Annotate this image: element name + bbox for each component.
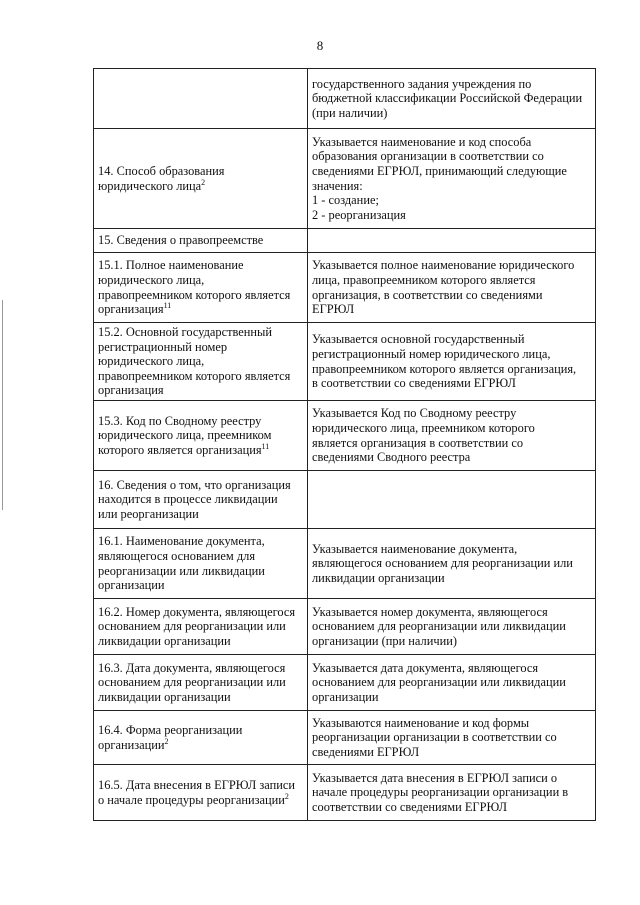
field-name-text: юридического лица, преемником (98, 428, 272, 443)
field-name-text: 16.1. Наименование документа, (98, 534, 265, 549)
field-name-line (98, 383, 303, 398)
field-name-line (98, 340, 303, 355)
field-description-cell (308, 229, 596, 253)
table-row (94, 129, 596, 229)
field-name-line (98, 443, 303, 458)
field-name-text: о начале процедуры реорганизации (98, 792, 285, 807)
field-description-line: Указывается Код по Сводному реестру (312, 406, 517, 421)
field-description-cell (308, 765, 596, 821)
field-name-text: 15. Сведения о правопреемстве (98, 233, 264, 248)
field-description-line: Указывается дата внесения в ЕГРЮЛ записи о (312, 770, 558, 785)
field-name-line (98, 478, 303, 493)
table-row (94, 401, 596, 471)
field-name-line (98, 369, 303, 384)
field-name-line (98, 428, 303, 443)
field-description-line: правопреемником которого является организация, (312, 361, 577, 376)
field-name-text: юридического лица, (98, 354, 205, 369)
requirements-table (93, 68, 596, 821)
table-row (94, 711, 596, 765)
scan-edge-line (2, 300, 3, 510)
field-description-line: реорганизации организации в соответствии со (312, 730, 557, 745)
field-description-line: основанием для реорганизации или ликвидации (312, 675, 566, 690)
field-name-text: основанием для реорганизации или (98, 675, 286, 690)
field-description-line: государственного задания учреждения по (312, 76, 532, 91)
field-description-line: основанием для реорганизации или ликвидации (312, 619, 566, 634)
field-name-text: 16. Сведения о том, что организация (98, 477, 291, 492)
field-name-text: находится в процессе ликвидации (98, 492, 278, 507)
field-description-cell (308, 129, 596, 229)
field-description-line: Указывается основной государственный (312, 332, 525, 347)
field-description-cell (308, 253, 596, 323)
field-description-line: (при наличии) (312, 105, 388, 120)
field-name-text: 14. Способ образования (98, 163, 225, 178)
field-description-line: соответствии со сведениями ЕГРЮЛ (312, 799, 507, 814)
field-name-cell (94, 401, 308, 471)
field-description-line: значения: (312, 178, 363, 193)
field-description-cell (308, 471, 596, 529)
field-name-line (98, 723, 303, 738)
table-row (94, 229, 596, 253)
table-row (94, 471, 596, 529)
field-description-line: сведениями Сводного реестра (312, 450, 471, 465)
field-description-line: 2 - реорганизация (312, 207, 406, 222)
field-description-line: Указываются наименование и код формы (312, 715, 530, 730)
field-name-cell (94, 253, 308, 323)
field-name-text: или реорганизации (98, 506, 199, 521)
field-name-cell (94, 655, 308, 711)
field-name-line (98, 661, 303, 676)
field-description-line: являющегося основанием для реорганизации или (312, 556, 573, 571)
field-description-line: Указывается наименование и код способа (312, 134, 532, 149)
field-name-text: ликвидации организации (98, 689, 231, 704)
field-name-line (98, 634, 303, 649)
field-description-line: регистрационный номер юридического лица, (312, 346, 551, 361)
field-name-text: 15.2. Основной государственный (98, 325, 272, 340)
field-name-line (98, 793, 303, 808)
field-description-cell (308, 323, 596, 401)
field-name-line (98, 564, 303, 579)
footnote-ref: 2 (164, 736, 169, 746)
field-name-text: юридического лица (98, 178, 202, 193)
field-description-line: лица, правопреемником которого является (312, 272, 536, 287)
field-name-text: организации (98, 737, 165, 752)
field-name-text: 16.3. Дата документа, являющегося (98, 660, 286, 675)
field-description-cell (308, 69, 596, 129)
field-name-text: правопреемником которого является (98, 287, 291, 302)
field-description-line: Указывается полное наименование юридического (312, 258, 575, 273)
field-description-line: образования организации в соответствии со (312, 149, 544, 164)
field-name-text: юридического лица, (98, 272, 205, 287)
field-name-line (98, 605, 303, 620)
field-description-line: Указывается номер документа, являющегося (312, 604, 548, 619)
field-description-line: ликвидации организации (312, 570, 445, 585)
field-description-line: является организация в соответствии со (312, 435, 524, 450)
field-description-line: юридического лица, преемником которого (312, 420, 535, 435)
field-description-line: организации (312, 689, 379, 704)
field-name-cell (94, 69, 308, 129)
field-description-cell (308, 599, 596, 655)
field-name-line (98, 288, 303, 303)
field-name-line (98, 578, 303, 593)
field-name-line (98, 492, 303, 507)
field-description-line: Указывается дата документа, являющегося (312, 660, 539, 675)
field-name-text: являющегося основанием для (98, 548, 256, 563)
field-name-line (98, 179, 303, 194)
field-description-cell (308, 529, 596, 599)
field-name-cell (94, 765, 308, 821)
field-name-line (98, 258, 303, 273)
table-row (94, 69, 596, 129)
footnote-ref: 2 (284, 791, 289, 801)
field-name-text: которого является организация (98, 442, 262, 457)
table-row (94, 655, 596, 711)
field-description-line: сведениями ЕГРЮЛ (312, 744, 420, 759)
table-row (94, 599, 596, 655)
field-name-line (98, 690, 303, 705)
table-row (94, 253, 596, 323)
field-name-line (98, 164, 303, 179)
field-name-text: 15.3. Код по Сводному реестру (98, 413, 262, 428)
field-name-text: 16.4. Форма реорганизации (98, 722, 243, 737)
table-row (94, 323, 596, 401)
field-name-text: ликвидации организации (98, 633, 231, 648)
field-name-text: правопреемником которого является (98, 368, 291, 383)
field-name-text: основанием для реорганизации или (98, 619, 286, 634)
field-description-line: бюджетной классификации Российской Федерации (312, 91, 583, 106)
field-name-text: организация (98, 383, 164, 398)
field-description-line: сведениями ЕГРЮЛ, принимающий следующие (312, 163, 567, 178)
field-name-cell (94, 471, 308, 529)
field-name-text: организации (98, 578, 165, 593)
footnote-ref: 2 (201, 177, 206, 187)
field-name-line (98, 675, 303, 690)
field-name-line (98, 233, 303, 248)
footnote-ref: 11 (261, 441, 270, 451)
page-number: 8 (316, 38, 324, 53)
field-name-text: 16.5. Дата внесения в ЕГРЮЛ записи (98, 777, 295, 792)
field-name-line (98, 549, 303, 564)
field-description-line: в соответствии со сведениями ЕГРЮЛ (312, 376, 516, 391)
field-name-line (98, 325, 303, 340)
field-description-cell (308, 401, 596, 471)
field-name-cell (94, 129, 308, 229)
field-name-text: 16.2. Номер документа, являющегося (98, 604, 296, 619)
field-description-line: начале процедуры реорганизации организации в (312, 785, 569, 800)
field-name-line (98, 619, 303, 634)
field-description-line: ЕГРЮЛ (312, 302, 355, 317)
field-name-line (98, 302, 303, 317)
field-description-cell (308, 655, 596, 711)
field-description-line: Указывается наименование документа, (312, 541, 518, 556)
field-description-line: 1 - создание; (312, 193, 379, 208)
field-name-cell (94, 229, 308, 253)
field-name-cell (94, 711, 308, 765)
field-name-cell (94, 529, 308, 599)
table-row (94, 529, 596, 599)
field-name-cell (94, 599, 308, 655)
field-name-line (98, 534, 303, 549)
field-description-line: организации (при наличии) (312, 633, 457, 648)
field-name-text: регистрационный номер (98, 339, 228, 354)
field-name-line (98, 273, 303, 288)
field-name-line (98, 738, 303, 753)
field-name-line (98, 507, 303, 522)
footnote-ref: 11 (163, 301, 172, 311)
table-row (94, 765, 596, 821)
field-name-text: реорганизации или ликвидации (98, 563, 265, 578)
field-name-text: организация (98, 302, 164, 317)
field-name-line (98, 778, 303, 793)
field-name-line (98, 414, 303, 429)
field-name-text: 15.1. Полное наименование (98, 258, 244, 273)
field-description-line: организация, в соответствии со сведениями (312, 287, 543, 302)
field-name-cell (94, 323, 308, 401)
field-description-cell (308, 711, 596, 765)
field-name-line (98, 354, 303, 369)
